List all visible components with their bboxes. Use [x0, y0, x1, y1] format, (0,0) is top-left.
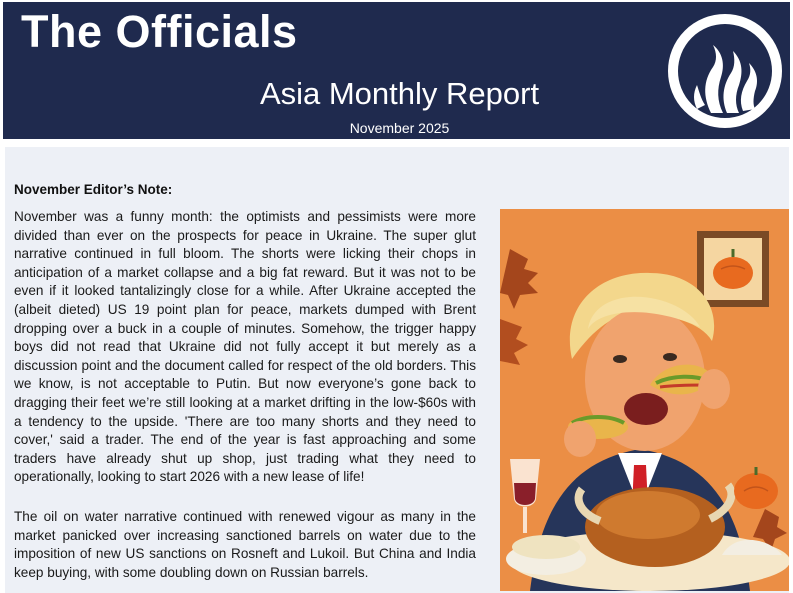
report-date: November 2025 [349, 120, 450, 136]
editors-note-heading: November Editor’s Note: [14, 182, 173, 197]
report-banner [3, 2, 790, 139]
editors-note-paragraph: The oil on water narrative continued with renewed vigour as many in the market panicked over increasing sanctioned barrels on water due to the imposition of new US sanctions on Rosneft and Lukoil. But China and India keep buying, with some doubling down on Russian barrels. [14, 509, 476, 580]
report-title: Asia Monthly Report [259, 76, 540, 111]
editors-note-panel [5, 147, 789, 593]
brand-title: The Officials [21, 6, 298, 57]
editors-note-paragraph: November was a funny month: the optimists and pessimists were more divided than ever on the prospects for peace in Ukraine. The super glut narrative continued in full bloom. The shorts were licking their chops in anticipation of a market collapse and a big fat reward. But it was not to be even if it looked tantalizingly close for a while. After Ukraine accepted the (albeit dieted) US 19 point plan for peace, markets dumped with Brent dropping over a buck in a couple of minutes. Somehow, the trigger happy boys did not read that Ukraine did not fully accept it but merely as a discussion point and the document called for respect of the old borders. This we know, is not acceptable to Putin. But now everyone’s gone back to dragging their feet we’re still looking at a market drifting in the low-$60s with a tendency to the upside. 'There are too many shorts and they need to cover,' said a trader. The end of the year is fast approaching and some traders have already shut up shop, just trading what they need to operationally, looking to start 2026 with a new lease of life! [14, 209, 476, 485]
thanksgiving-illustration [500, 209, 789, 591]
flame-in-ring-icon [663, 9, 787, 133]
